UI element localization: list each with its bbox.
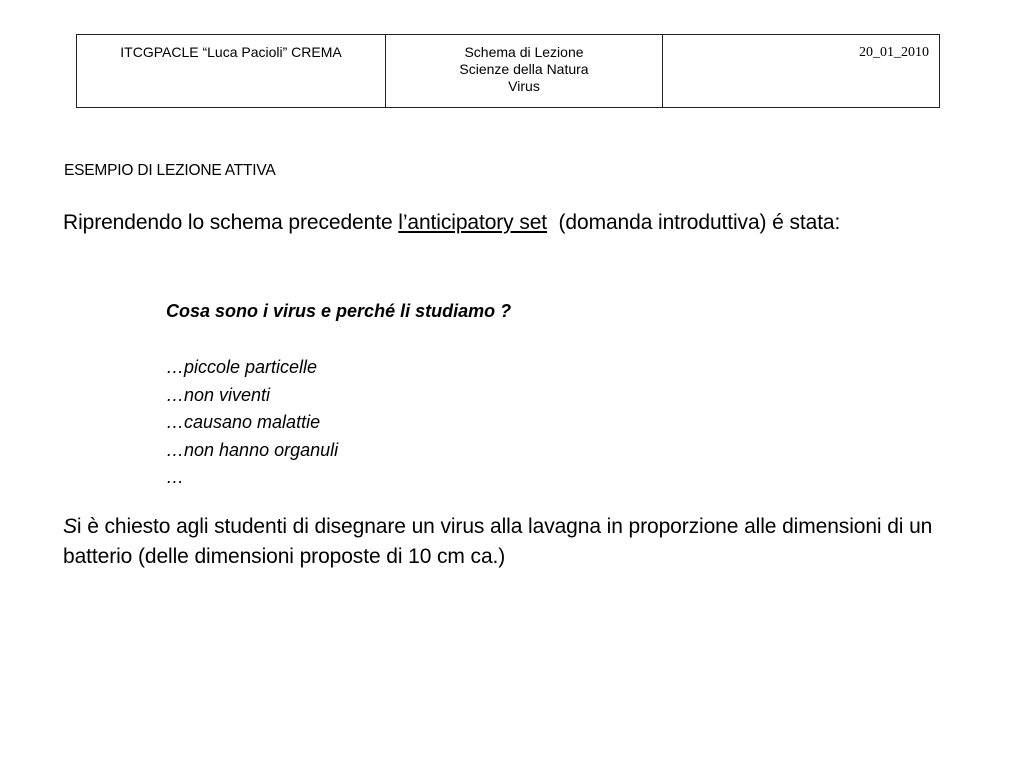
lesson-subject: Scienze della Natura [459,61,589,77]
closing-first-letter: S [63,515,77,538]
closing-text: i è chiesto agli studenti di disegnare un virus alla lavagna in proporzione alle dimensioni di un batterio (delle dimensioni proposte di 10 cm ca.) [63,515,933,568]
anticipatory-set-term: l’anticipatory set [398,211,548,234]
school-name: ITCGPACLE “Luca Pacioli” CREMA [77,35,386,108]
lesson-type: Schema di Lezione [464,44,584,60]
answer-list [166,354,338,492]
header-table [76,34,940,108]
section-subtitle: ESEMPIO DI LEZIONE ATTIVA [64,162,276,179]
answer-item: …non viventi [166,384,271,405]
lesson-topic: Virus [508,78,540,94]
answer-item: …causano malattie [166,412,321,432]
introductory-question: Cosa sono i virus e perché li studiamo ? [166,301,512,321]
intro-paragraph [63,208,963,238]
answer-item: …piccole particelle [166,357,318,377]
intro-text-before: Riprendendo lo schema precedente [63,211,399,234]
answer-item: …non hanno organuli [166,439,339,460]
intro-text-after: (domanda introduttiva) é stata: [547,211,841,234]
lesson-info [386,35,663,108]
lesson-date: 20_01_2010 [663,35,940,108]
closing-paragraph [63,512,963,572]
answer-item: … [166,467,184,487]
